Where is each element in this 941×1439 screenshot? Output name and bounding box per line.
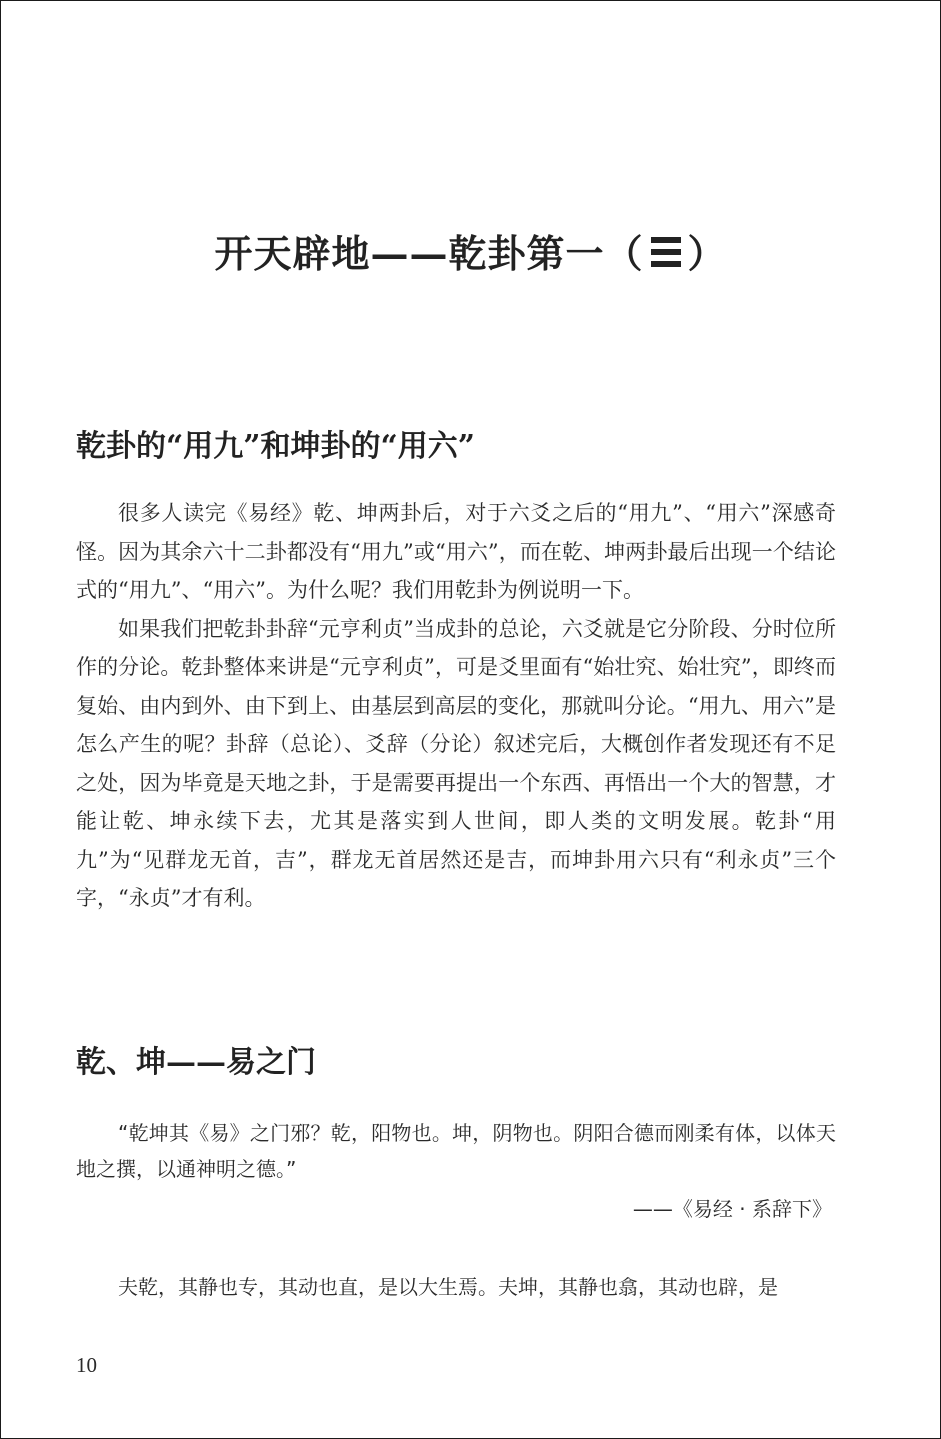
qian-trigram-icon [650, 233, 682, 271]
chapter-title [1, 223, 940, 278]
section-heading-yizhimen: 乾、坤——易之门 [76, 1045, 316, 1080]
section-body-yongjiu [76, 494, 836, 918]
paragraph: 如果我们把乾卦卦辞“元亨利贞”当成卦的总论，六爻就是它分阶段、分时位所作的分论。乾卦整体来讲是“元亨利贞”，可是爻里面有“始壮究、始壮究”，即终而复始、由内到外、由下到上、由基层到高层的变化，那就叫分论。“用九、用六”是怎么产生的呢？卦辞（总论）、爻辞（分论）叙述完后，大概创作者发现还有不足之处，因为毕竟是天地之卦，于是需要再提出一个东西、再悟出一个大的智慧，才能让乾、坤永续下去，尤其是落实到人世间，即人类的文明发展。乾卦“用九”为“见群龙无首，吉”，群龙无首居然还是吉，而坤卦用六只有“利永贞”三个字，“永贞”才有利。 [76, 616, 836, 910]
chapter-title-close: ） [687, 231, 727, 276]
paragraph: 很多人读完《易经》乾、坤两卦后，对于六爻之后的“用九”、“用六”深感奇怪。因为其余六十二卦都没有“用九”或“用六”，而在乾、坤两卦最后出现一个结论式的“用九”、“用六”。为什么呢？我们用乾卦为例说明一下。 [76, 501, 836, 602]
quote-source: ——《易经 · 系辞下》 [632, 1197, 832, 1221]
section-heading-yongjiu: 乾卦的“用九”和坤卦的“用六” [76, 429, 476, 464]
chapter-title-text: 开天辟地——乾卦第一（ [214, 231, 644, 276]
xici-quote: “乾坤其《易》之门邪？乾，阳物也。坤，阴物也。阴阳合德而刚柔有体，以体天地之撰，以通神明之德。” [76, 1121, 836, 1181]
page-number: 10 [76, 1353, 97, 1377]
closing-paragraph: 夫乾，其静也专，其动也直，是以大生焉。夫坤，其静也翕，其动也辟，是 [118, 1275, 778, 1299]
